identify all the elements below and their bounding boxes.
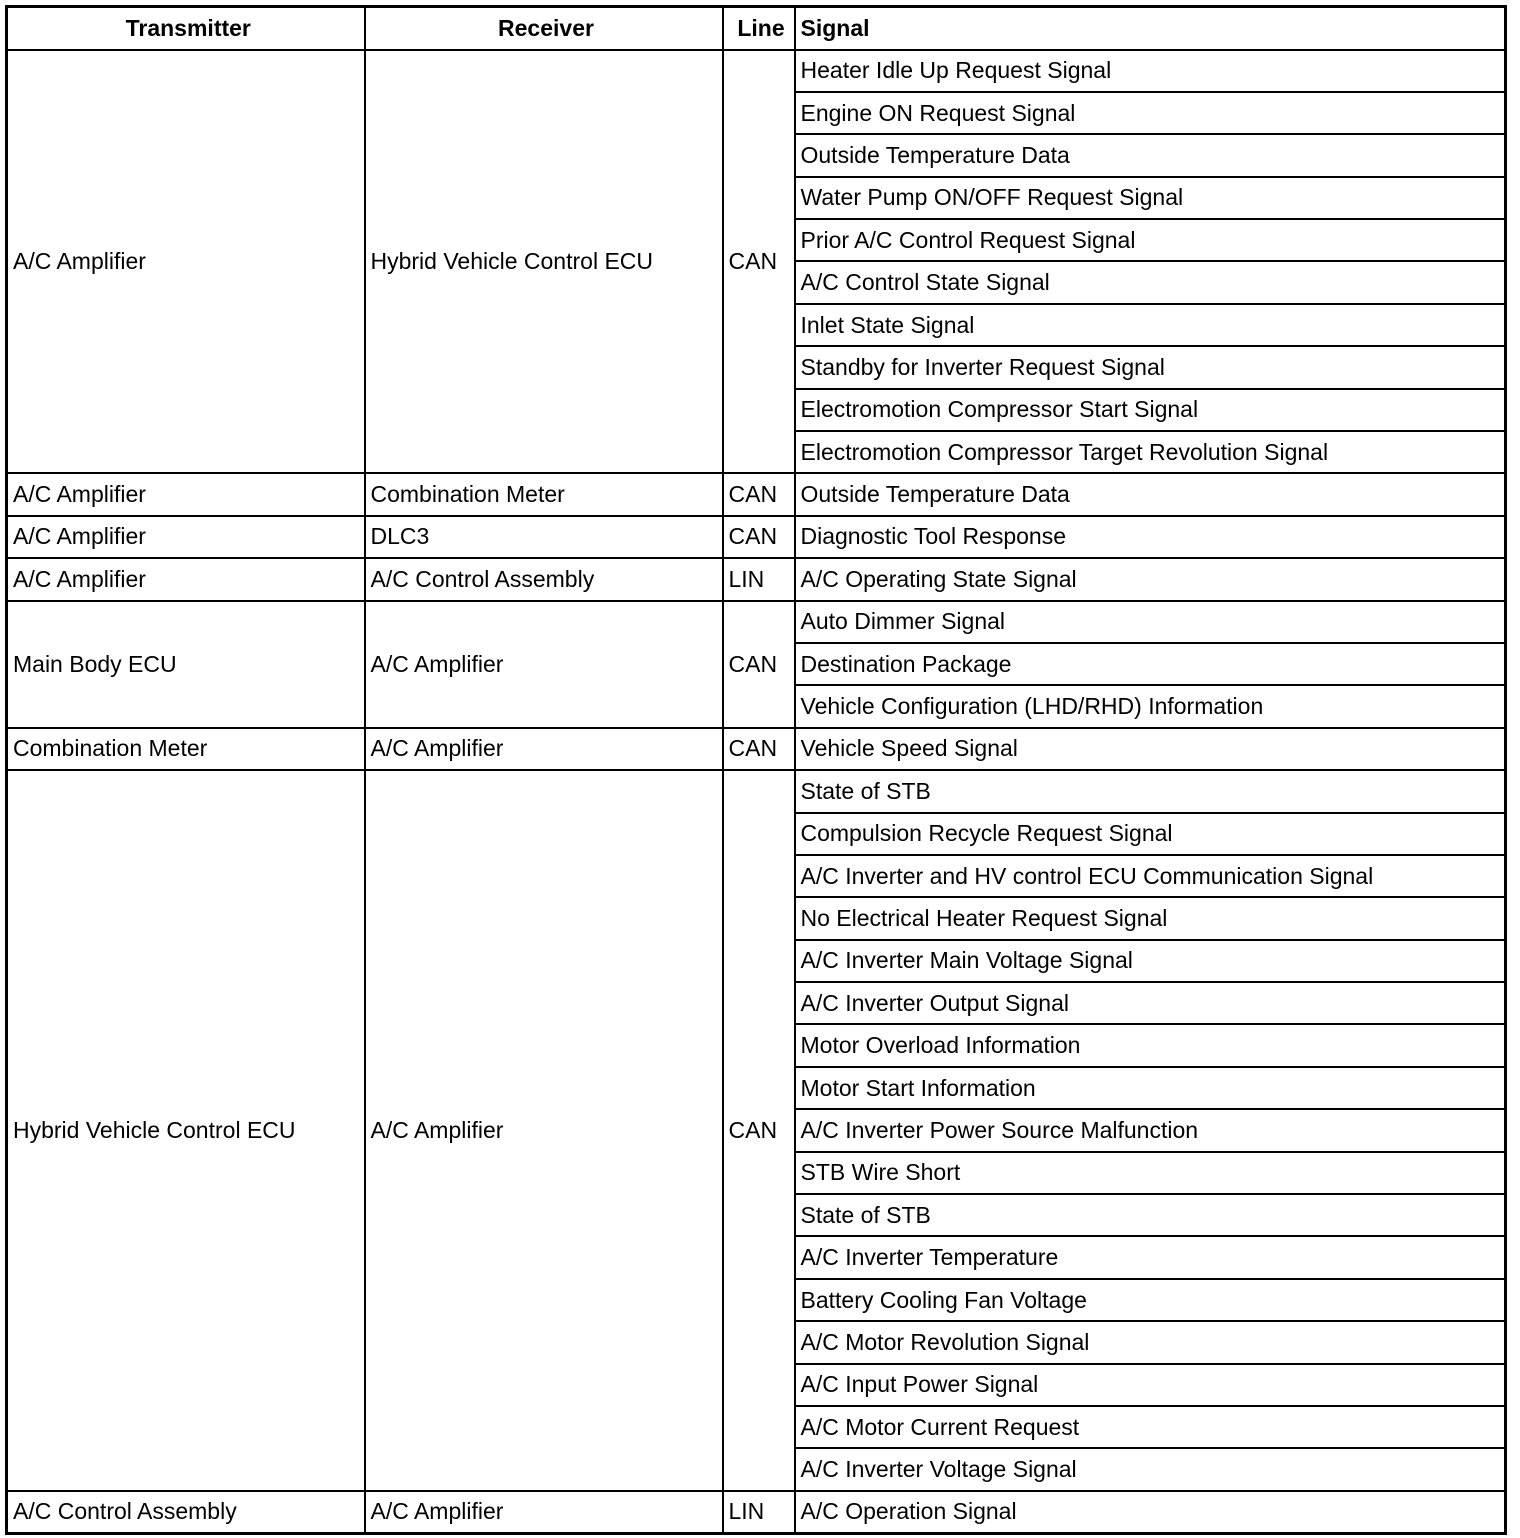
transmitter-cell: A/C Amplifier	[7, 558, 365, 600]
line-cell: LIN	[723, 1491, 795, 1533]
table-row	[7, 473, 1506, 515]
signal-cell: A/C Motor Current Request	[795, 1406, 1506, 1448]
table-row	[7, 728, 1506, 770]
header-line: Line	[723, 7, 795, 50]
signal-cell: A/C Control State Signal	[795, 261, 1506, 303]
table-row	[7, 770, 1506, 812]
table-body	[7, 50, 1506, 1534]
signal-cell: Prior A/C Control Request Signal	[795, 219, 1506, 261]
signal-cell: Motor Start Information	[795, 1067, 1506, 1109]
transmitter-cell: A/C Amplifier	[7, 473, 365, 515]
signal-cell: A/C Inverter Output Signal	[795, 982, 1506, 1024]
signal-cell: Destination Package	[795, 643, 1506, 685]
signal-cell: A/C Operation Signal	[795, 1491, 1506, 1533]
transmitter-cell: Hybrid Vehicle Control ECU	[7, 770, 365, 1491]
table-row	[7, 516, 1506, 558]
receiver-cell: A/C Amplifier	[365, 770, 723, 1491]
line-cell: CAN	[723, 728, 795, 770]
signal-cell: Battery Cooling Fan Voltage	[795, 1279, 1506, 1321]
line-cell: CAN	[723, 473, 795, 515]
signal-cell: Outside Temperature Data	[795, 134, 1506, 176]
table-row	[7, 601, 1506, 643]
receiver-cell: DLC3	[365, 516, 723, 558]
receiver-cell: A/C Amplifier	[365, 1491, 723, 1533]
signal-cell: Engine ON Request Signal	[795, 92, 1506, 134]
signal-cell: STB Wire Short	[795, 1152, 1506, 1194]
signal-cell: Water Pump ON/OFF Request Signal	[795, 177, 1506, 219]
transmitter-cell: A/C Amplifier	[7, 50, 365, 474]
signal-cell: A/C Operating State Signal	[795, 558, 1506, 600]
signal-cell: Inlet State Signal	[795, 304, 1506, 346]
signal-cell: Standby for Inverter Request Signal	[795, 346, 1506, 388]
signal-cell: Heater Idle Up Request Signal	[795, 50, 1506, 92]
signal-cell: Diagnostic Tool Response	[795, 516, 1506, 558]
signal-cell: A/C Inverter Voltage Signal	[795, 1448, 1506, 1490]
transmitter-cell: Main Body ECU	[7, 601, 365, 728]
signal-cell: Electromotion Compressor Start Signal	[795, 389, 1506, 431]
receiver-cell: Combination Meter	[365, 473, 723, 515]
signal-cell: A/C Inverter and HV control ECU Communication Signal	[795, 855, 1506, 897]
receiver-cell: Hybrid Vehicle Control ECU	[365, 50, 723, 474]
signal-cell: Electromotion Compressor Target Revolution Signal	[795, 431, 1506, 473]
line-cell: CAN	[723, 50, 795, 474]
signal-cell: Auto Dimmer Signal	[795, 601, 1506, 643]
signal-cell: Motor Overload Information	[795, 1024, 1506, 1066]
communication-table	[5, 5, 1507, 1535]
line-cell: LIN	[723, 558, 795, 600]
header-row	[7, 7, 1506, 50]
signal-cell: No Electrical Heater Request Signal	[795, 897, 1506, 939]
line-cell: CAN	[723, 770, 795, 1491]
table-row	[7, 1491, 1506, 1533]
signal-cell: State of STB	[795, 770, 1506, 812]
signal-cell: Compulsion Recycle Request Signal	[795, 813, 1506, 855]
header-receiver: Receiver	[365, 7, 723, 50]
line-cell: CAN	[723, 516, 795, 558]
transmitter-cell: A/C Control Assembly	[7, 1491, 365, 1533]
table-row	[7, 50, 1506, 92]
signal-cell: A/C Inverter Main Voltage Signal	[795, 940, 1506, 982]
signal-cell: Outside Temperature Data	[795, 473, 1506, 515]
signal-cell: State of STB	[795, 1194, 1506, 1236]
receiver-cell: A/C Control Assembly	[365, 558, 723, 600]
signal-cell: A/C Motor Revolution Signal	[795, 1321, 1506, 1363]
receiver-cell: A/C Amplifier	[365, 728, 723, 770]
header-signal: Signal	[795, 7, 1506, 50]
line-cell: CAN	[723, 601, 795, 728]
signal-cell: Vehicle Configuration (LHD/RHD) Information	[795, 685, 1506, 727]
header-transmitter: Transmitter	[7, 7, 365, 50]
transmitter-cell: Combination Meter	[7, 728, 365, 770]
table-row	[7, 558, 1506, 600]
signal-cell: A/C Inverter Power Source Malfunction	[795, 1109, 1506, 1151]
signal-cell: Vehicle Speed Signal	[795, 728, 1506, 770]
signal-cell: A/C Input Power Signal	[795, 1364, 1506, 1406]
signal-cell: A/C Inverter Temperature	[795, 1236, 1506, 1278]
receiver-cell: A/C Amplifier	[365, 601, 723, 728]
transmitter-cell: A/C Amplifier	[7, 516, 365, 558]
